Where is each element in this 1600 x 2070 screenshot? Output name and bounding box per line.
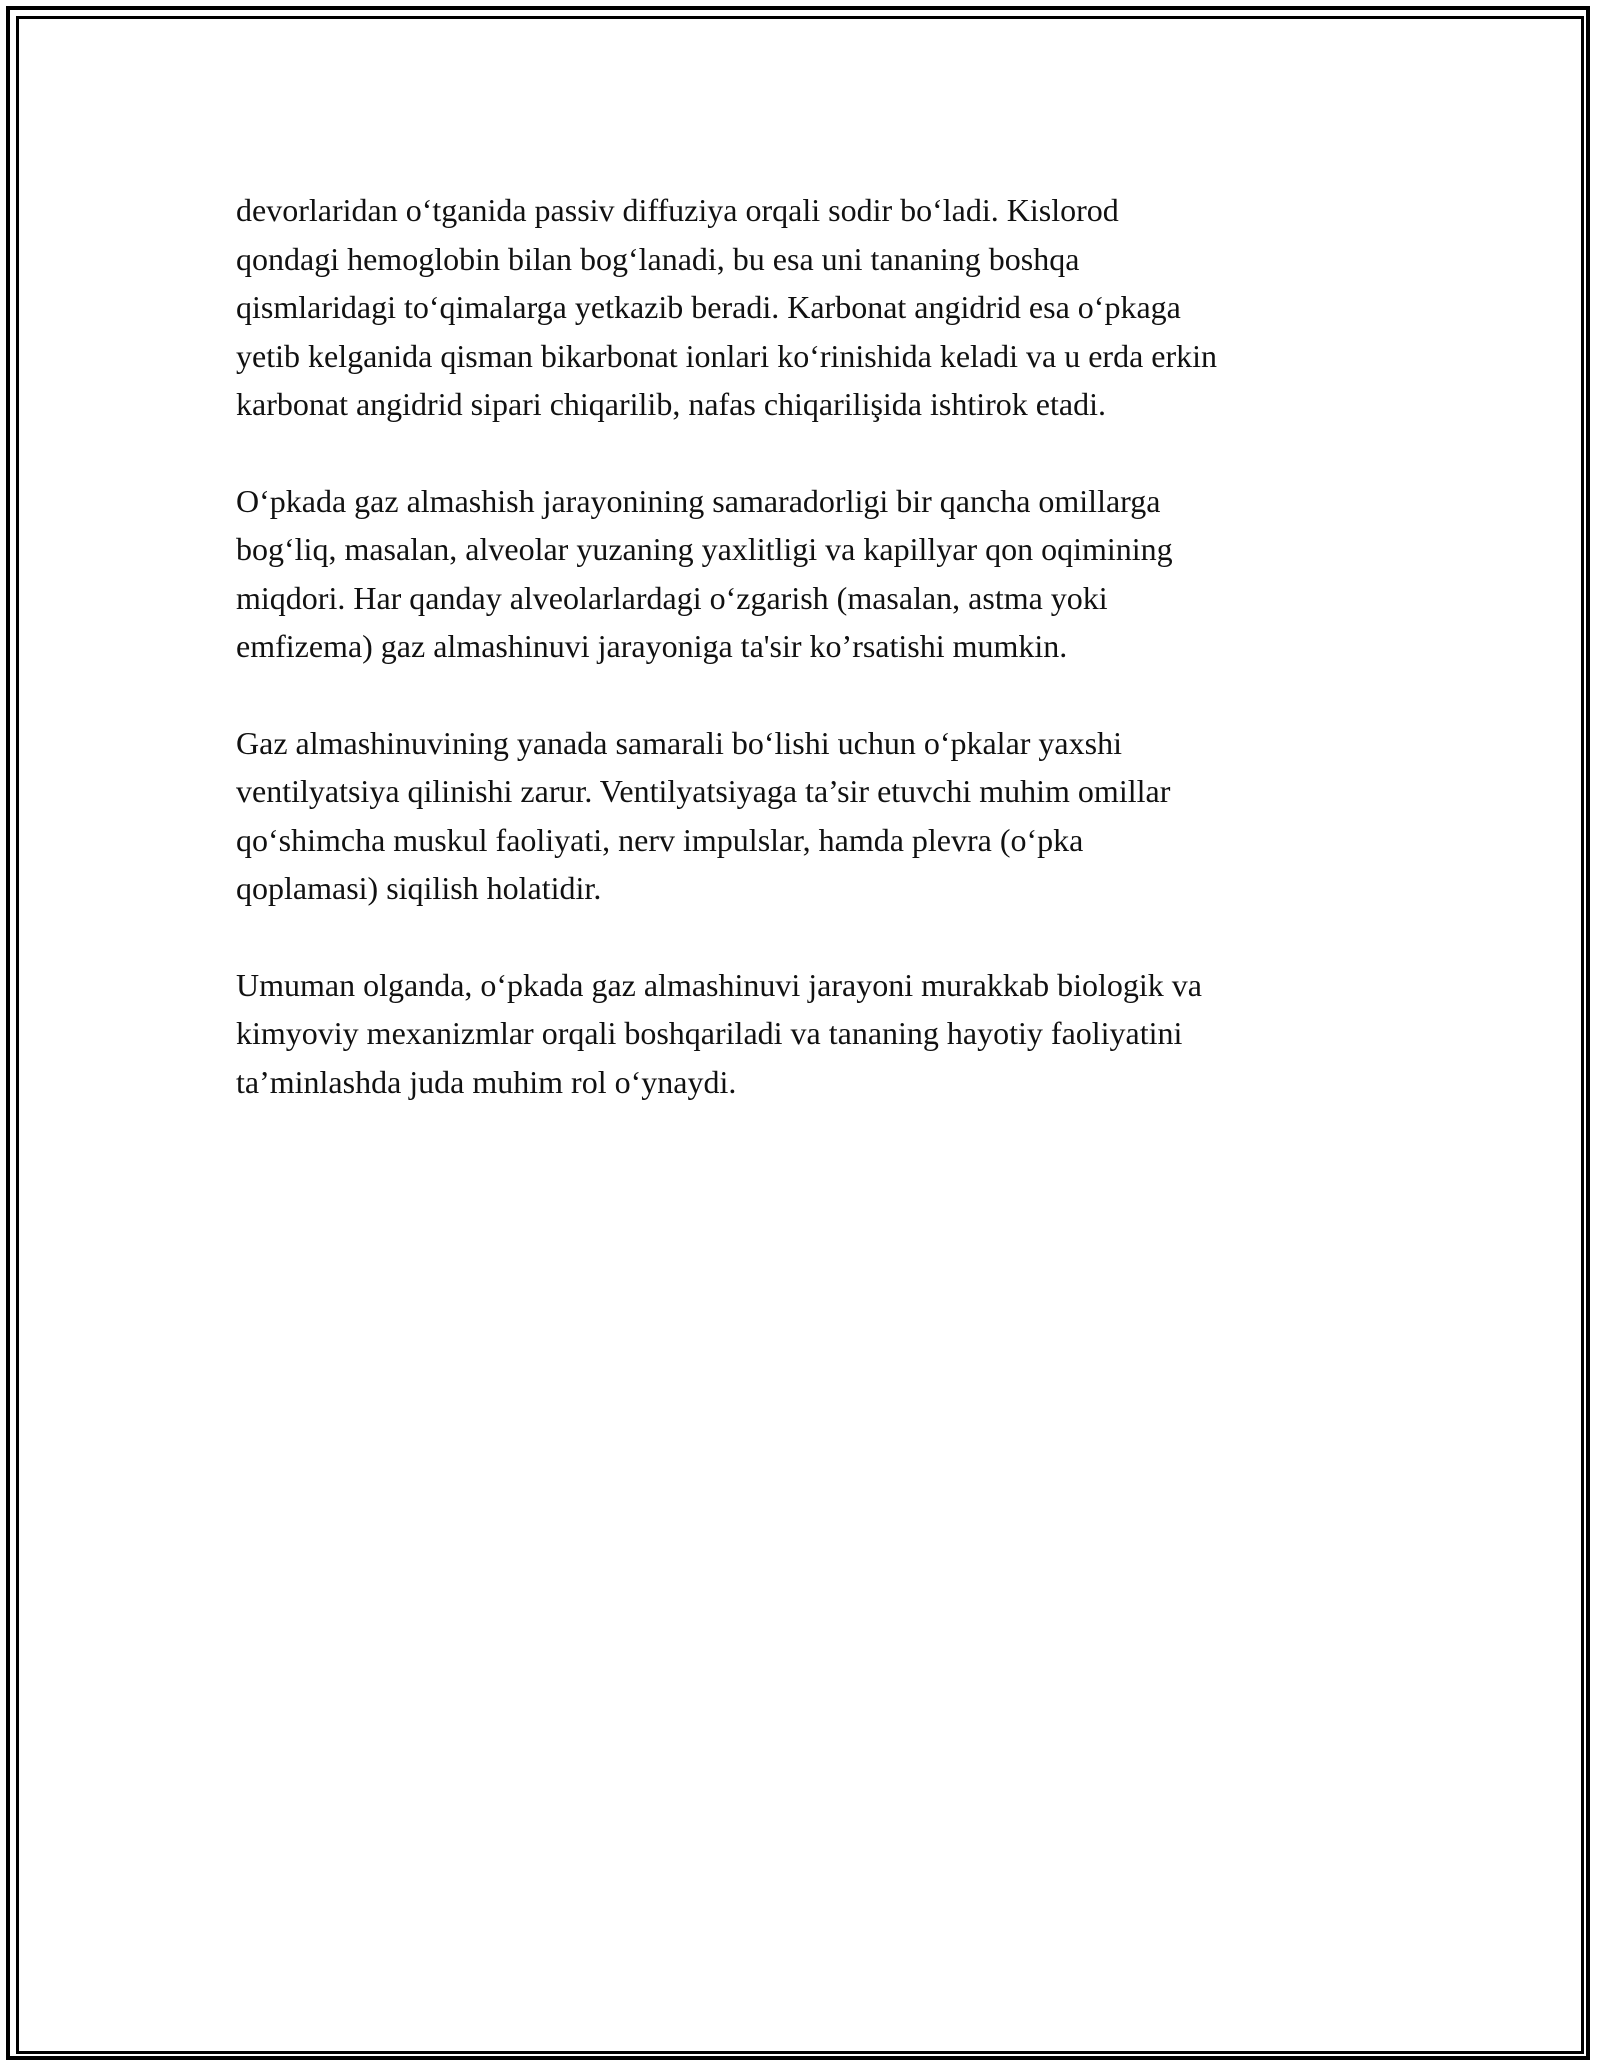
- paragraph-2: O‘pkada gaz almashish jarayonining samaradorligi bir qancha omillarga bog‘liq, masalan, alveolar yuzaning yaxlitligi va kapillyar qon oqimining miqdori. Har qanday alveolarlardagi o‘zgarish (masalan, astma yoki emfizema) gaz almashinuvi jarayoniga ta'sir ko’rsatishi mumkin.: [236, 482, 1173, 664]
- paragraph-1: devorlaridan o‘tganida passiv diffuziya orqali sodir bo‘ladi. Kislorod qondagi hemoglobin bilan bog‘lanadi, bu esa uni tananing boshqa qismlaridagi to‘qimalarga yetkazib beradi. Karbonat angidrid esa o‘pkaga yetib kelganida qisman bikarbonat ionlari ko‘rinishida keladi va u erda erkin karbonat angidrid sipari chiqarilib, nafas chiqarilişida ishtirok etadi.: [236, 192, 1218, 422]
- paragraph-3: Gaz almashinuvining yanada samarali bo‘lishi uchun o‘pkalar yaxshi ventilyatsiya qilinishi zarur. Ventilyatsiyaga ta’sir etuvchi muhim omillar qo‘shimcha muskul faoliyati, nerv impulslar, hamda plevra (o‘pka qoplamasi) siqilish holatidir.: [236, 724, 1171, 906]
- paragraph-4: Umuman olganda, o‘pkada gaz almashinuvi jarayoni murakkab biologik va kimyoviy mexanizmlar orqali boshqariladi va tananing hayotiy faoliyatini ta’minlashda juda muhim rol o‘ynaydi.: [236, 966, 1202, 1100]
- document-body: [236, 186, 1396, 1154]
